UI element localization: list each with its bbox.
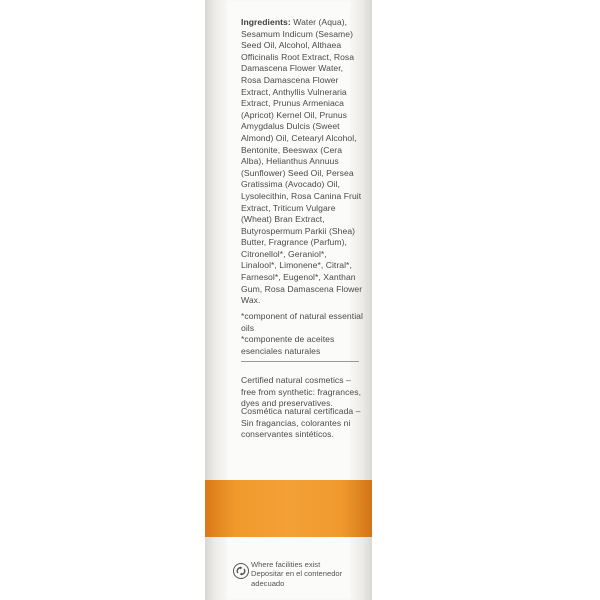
ingredients-label: Ingredients: bbox=[241, 17, 291, 27]
orange-color-band bbox=[205, 480, 372, 537]
recycling-line-english: Where facilities exist bbox=[251, 560, 321, 569]
certified-statement-english: Certified natural cosmetics – free from synthetic: fragrances, dyes and preservatives. bbox=[241, 375, 362, 409]
recycling-line-spanish: Depositar en el contenedor adecuado bbox=[251, 569, 343, 588]
certified-statement-spanish: Cosmética natural certificada – Sin fragancias, colorantes ni conservantes sintéticos. bbox=[241, 406, 361, 440]
essential-oils-footnote bbox=[241, 311, 363, 357]
footnote-english: *component of natural essential oils bbox=[241, 311, 363, 333]
ingredients-list bbox=[241, 17, 363, 307]
footnote-spanish: *componente de aceites esenciales naturales bbox=[241, 334, 335, 356]
recycling-instructions bbox=[251, 560, 361, 588]
ingredients-text: Water (Aqua), Sesamum Indicum (Sesame) Seed Oil, Alcohol, Althaea Officinalis Root Extract, Rosa Damascena Flower Water, Rosa Damascena Flower Extract, Anthyllis Vulneraria Extract, Prunus Armeniaca (Apricot) Kernel Oil, Prunus Amygdalus Dulcis (Sweet Almond) Oil, Cetearyl Alcohol, Bentonite, Beeswax (Cera Alba), Helianthus Annuus (Sunflower) Seed Oil, Persea Gratissima (Avocado) Oil, Lysolecithin, Rosa Canina Fruit Extract, Triticum Vulgare (Wheat) Bran Extract, Butyrospermum Parkii (Shea) Butter, Fragrance (Parfum), Citronellol*, Geraniol*, Linalool*, Limonene*, Citral*, Farnesol*, Eugenol*, Xanthan Gum, Rosa Damascena Flower Wax. bbox=[241, 17, 363, 306]
divider-line bbox=[241, 361, 359, 362]
recycle-icon bbox=[233, 563, 249, 579]
